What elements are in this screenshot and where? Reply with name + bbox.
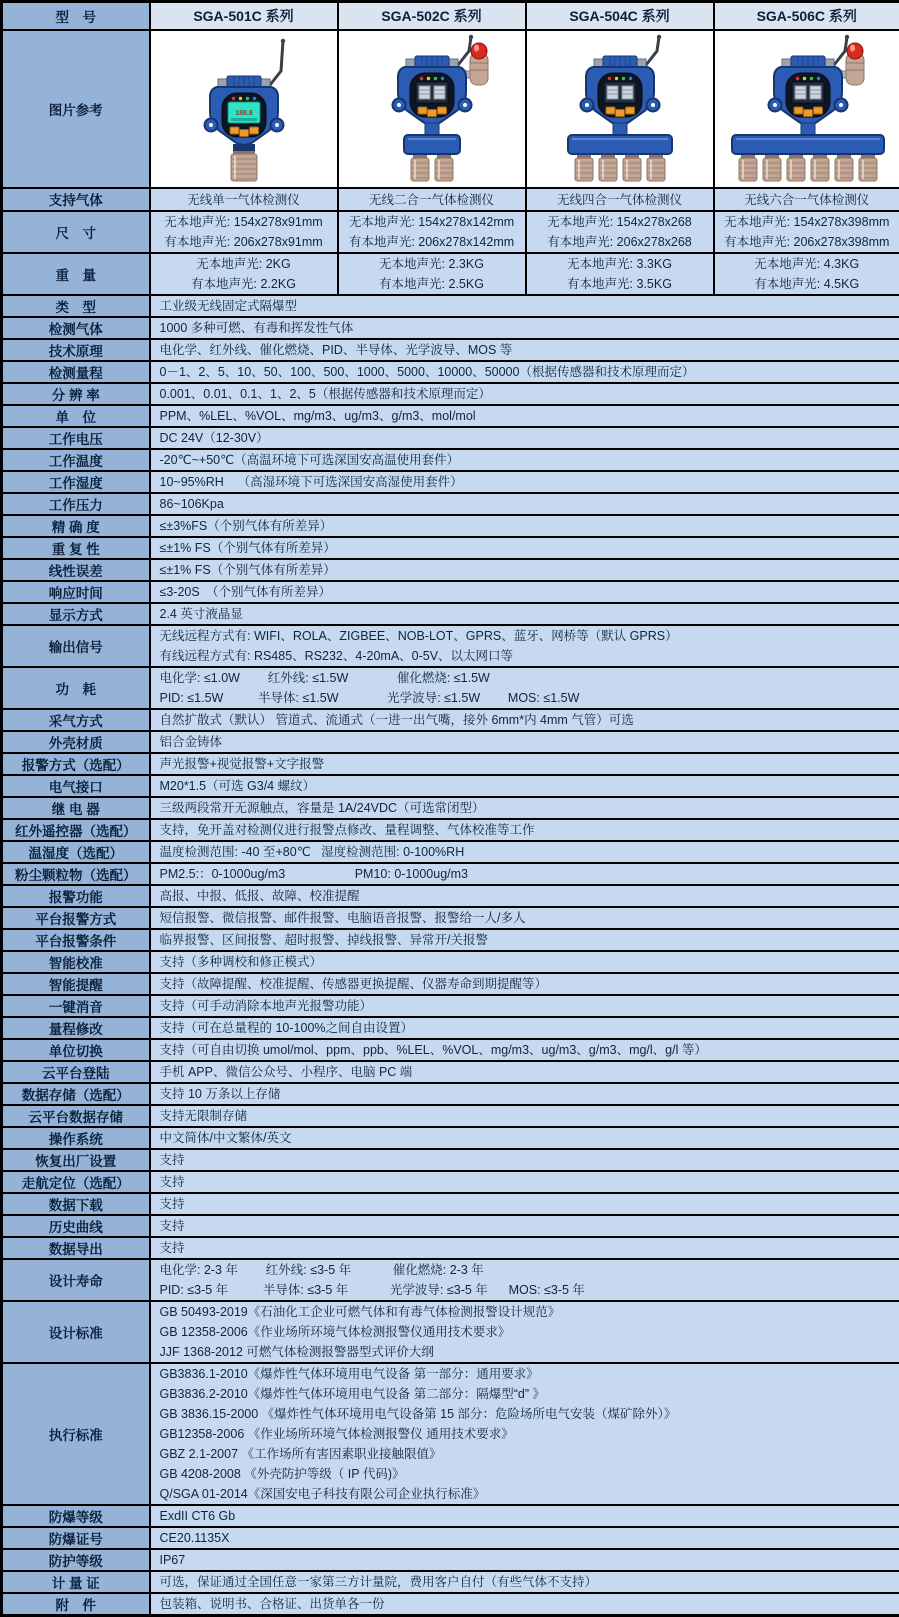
row-label: 电气接口 — [2, 775, 150, 797]
spec-value: 中文简体/中文繁体/英文 — [150, 1127, 899, 1149]
spec-value: 包装箱、说明书、合格证、出货单各一份 — [150, 1593, 899, 1616]
gas-detector-illustration — [151, 31, 337, 182]
spec-value: ≤±1% FS（个别气体有所差异） — [150, 559, 899, 581]
support-gas-value: 无线四合一气体检测仪 — [526, 188, 714, 211]
spec-value: 支持 — [150, 1215, 899, 1237]
spec-value: ≤3-20S （个别气体有所差异） — [150, 581, 899, 603]
antenna-icon — [270, 41, 283, 85]
spec-table-body — [2, 2, 899, 1616]
antenna-icon — [834, 37, 847, 65]
spec-row — [2, 1505, 899, 1527]
spec-row — [2, 907, 899, 929]
row-label: 单 位 — [2, 405, 150, 427]
sensor-head-icon — [739, 155, 757, 181]
spec-value: 电化学、红外线、催化燃烧、PID、半导体、光学波导、MOS 等 — [150, 339, 899, 361]
sensor-head-icon — [623, 155, 641, 181]
spec-row — [2, 1301, 899, 1363]
spec-row — [2, 1061, 899, 1083]
spec-row — [2, 667, 899, 709]
spec-row — [2, 731, 899, 753]
spec-value: 可选，保证通过全国任意一家第三方计量院，费用客户自付（有些气体不支持） — [150, 1571, 899, 1593]
row-label: 云平台数据存储 — [2, 1105, 150, 1127]
spec-value: 无线远程方式有: WIFI、ROLA、ZIGBEE、NOB-LOT、GPRS、蓝牙、网桥等（默认 GPRS） 有线远程方式有: RS485、RS232、4-20mA、0-5V、以太网口等 — [150, 625, 899, 667]
spec-row — [2, 709, 899, 731]
spec-row — [2, 295, 899, 317]
row-label: 技术原理 — [2, 339, 150, 361]
support-gas-value: 无线二合一气体检测仪 — [338, 188, 526, 211]
spec-row — [2, 603, 899, 625]
spec-value: GB 50493-2019《石油化工企业可燃气体和有毒气体检测报警设计规范》 GB 12358-2006《作业场所环境气体检测报警仪通用技术要求》 JJF 1368-2012 可燃气体检测报警器型式评价大纲 — [150, 1301, 899, 1363]
spec-row — [2, 1237, 899, 1259]
row-label: 防爆证号 — [2, 1527, 150, 1549]
spec-row — [2, 1363, 899, 1505]
row-label: 一键消音 — [2, 995, 150, 1017]
spec-value: 支持 — [150, 1193, 899, 1215]
sensor-head-icon — [231, 151, 257, 181]
spec-row — [2, 625, 899, 667]
spec-value: M20*1.5（可选 G3/4 螺纹） — [150, 775, 899, 797]
weight-row — [2, 253, 899, 295]
row-label: 恢复出厂设置 — [2, 1149, 150, 1171]
spec-row — [2, 951, 899, 973]
spec-value: PPM、%LEL、%VOL、mg/m3、ug/m3、g/m3、mol/mol — [150, 405, 899, 427]
spec-value: IP67 — [150, 1549, 899, 1571]
row-label: 类 型 — [2, 295, 150, 317]
spec-row — [2, 339, 899, 361]
spec-row — [2, 515, 899, 537]
row-label: 平台报警方式 — [2, 907, 150, 929]
row-label: 响应时间 — [2, 581, 150, 603]
spec-value: 支持（多种调校和修正模式） — [150, 951, 899, 973]
size_row-cell: 无本地声光: 154x278x268 有本地声光: 206x278x268 — [526, 211, 714, 253]
spec-value: 0.001、0.01、0.1、1、2、5（根据传感器和技术原理而定） — [150, 383, 899, 405]
weight_row-cell: 无本地声光: 4.3KG 有本地声光: 4.5KG — [714, 253, 899, 295]
model-header: SGA-501C 系列 — [150, 2, 338, 30]
row-label: 红外遥控器（选配） — [2, 819, 150, 841]
row-label-model: 型 号 — [2, 2, 150, 30]
spec-value: 临界报警、区间报警、超时报警、掉线报警、异常开/关报警 — [150, 929, 899, 951]
row-label: 云平台登陆 — [2, 1061, 150, 1083]
row-label: 检测量程 — [2, 361, 150, 383]
spec-value: ≤±1% FS（个别气体有所差异） — [150, 537, 899, 559]
row-label: 智能提醒 — [2, 973, 150, 995]
row-label: 检测气体 — [2, 317, 150, 339]
row-label: 报警方式（选配） — [2, 753, 150, 775]
spec-value: 声光报警+视觉报警+文字报警 — [150, 753, 899, 775]
row-label: 数据存储（选配） — [2, 1083, 150, 1105]
spec-value: 高报、中报、低报、故障、校准提醒 — [150, 885, 899, 907]
spec-value: 10~95%RH （高湿环境下可选深国安高湿使用套件） — [150, 471, 899, 493]
spec-value: 自然扩散式（默认） 管道式、流通式（一进一出气嘴，接外 6mm*内 4mm 气管）可选 — [150, 709, 899, 731]
sensor-head-icon — [835, 155, 853, 181]
row-label: 重 复 性 — [2, 537, 150, 559]
support-gas-value: 无线单一气体检测仪 — [150, 188, 338, 211]
spec-row — [2, 797, 899, 819]
row-label: 线性误差 — [2, 559, 150, 581]
spec-value: CE20.1135X — [150, 1527, 899, 1549]
row-label: 数据下载 — [2, 1193, 150, 1215]
model-header: SGA-502C 系列 — [338, 2, 526, 30]
manifold-bar — [732, 135, 884, 154]
spec-row — [2, 1259, 899, 1301]
size_row-cell: 无本地声光: 154x278x398mm 有本地声光: 206x278x398mm — [714, 211, 899, 253]
spec-value: 支持，免开盖对检测仪进行报警点修改、量程调整、气体校准等工作 — [150, 819, 899, 841]
spec-row — [2, 819, 899, 841]
support-gas-row — [2, 188, 899, 211]
device-image-cell-sga-502c — [338, 30, 526, 188]
svg-text:188.8: 188.8 — [235, 110, 253, 117]
spec-value: 支持（可手动消除本地声光报警功能） — [150, 995, 899, 1017]
spec-row — [2, 1171, 899, 1193]
row-label: 功 耗 — [2, 667, 150, 709]
spec-row — [2, 537, 899, 559]
row-label: 采气方式 — [2, 709, 150, 731]
spec-row — [2, 1215, 899, 1237]
gas-detector-illustration — [339, 31, 525, 182]
spec-row — [2, 449, 899, 471]
spec-row — [2, 1017, 899, 1039]
spec-row — [2, 581, 899, 603]
row-label: 工作电压 — [2, 427, 150, 449]
row-label: 外壳材质 — [2, 731, 150, 753]
spec-row — [2, 559, 899, 581]
header-row — [2, 2, 899, 30]
row-label: 输出信号 — [2, 625, 150, 667]
device-image-cell-sga-506c — [714, 30, 899, 188]
spec-row — [2, 973, 899, 995]
row-label: 温湿度（选配） — [2, 841, 150, 863]
row-label: 显示方式 — [2, 603, 150, 625]
spec-row — [2, 1527, 899, 1549]
row-label: 防爆等级 — [2, 1505, 150, 1527]
size-row — [2, 211, 899, 253]
model-header: SGA-506C 系列 — [714, 2, 899, 30]
row-label: 数据导出 — [2, 1237, 150, 1259]
spec-value: 三级两段常开无源触点，容量是 1A/24VDC（可选常闭型） — [150, 797, 899, 819]
spec-row — [2, 1127, 899, 1149]
sensor-head-icon — [859, 155, 877, 181]
spec-row — [2, 1083, 899, 1105]
manifold-bar — [404, 135, 460, 154]
spec-row — [2, 753, 899, 775]
spec-row — [2, 885, 899, 907]
device-image-cell-sga-504c — [526, 30, 714, 188]
row-label-weight_row: 重 量 — [2, 253, 150, 295]
spec-row — [2, 863, 899, 885]
spec-value: 温度检测范围: -40 至+80℃ 湿度检测范围: 0-100%RH — [150, 841, 899, 863]
row-label: 执行标准 — [2, 1363, 150, 1505]
spec-value: ≤±3%FS（个别气体有所差异） — [150, 515, 899, 537]
gas-detector-illustration — [527, 31, 713, 182]
sensor-head-icon — [599, 155, 617, 181]
spec-value: 支持（故障提醒、校准提醒、传感器更换提醒、仪器寿命到期提醒等） — [150, 973, 899, 995]
row-label: 设计寿命 — [2, 1259, 150, 1301]
spec-row — [2, 493, 899, 515]
spec-row — [2, 361, 899, 383]
gas-detector-illustration — [715, 31, 899, 182]
spec-value: 铝合金铸体 — [150, 731, 899, 753]
weight_row-cell: 无本地声光: 2KG 有本地声光: 2.2KG — [150, 253, 338, 295]
spec-value: -20℃~+50℃（高温环境下可选深国安高温使用套件） — [150, 449, 899, 471]
device-image-cell-sga-501c — [150, 30, 338, 188]
sensor-head-icon — [575, 155, 593, 181]
antenna-icon — [458, 37, 471, 65]
spec-value: 0－1、2、5、10、50、100、500、1000、5000、10000、50000（根据传感器和技术原理而定） — [150, 361, 899, 383]
row-label: 平台报警条件 — [2, 929, 150, 951]
row-label: 单位切换 — [2, 1039, 150, 1061]
weight_row-cell: 无本地声光: 2.3KG 有本地声光: 2.5KG — [338, 253, 526, 295]
row-label: 智能校准 — [2, 951, 150, 973]
row-label-image: 图片参考 — [2, 30, 150, 188]
spec-row — [2, 471, 899, 493]
row-label: 设计标准 — [2, 1301, 150, 1363]
row-label: 附 件 — [2, 1593, 150, 1616]
spec-row — [2, 1149, 899, 1171]
antenna-icon — [646, 37, 659, 65]
spec-value: 电化学: ≤1.0W 红外线: ≤1.5W 催化燃烧: ≤1.5W PID: ≤1.5W 半导体: ≤1.5W 光学波导: ≤1.5W MOS: ≤1.5W — [150, 667, 899, 709]
spec-value: 2.4 英寸液晶显 — [150, 603, 899, 625]
model-header: SGA-504C 系列 — [526, 2, 714, 30]
row-label: 精 确 度 — [2, 515, 150, 537]
spec-value: 短信报警、微信报警、邮件报警、电脑语音报警、报警给一人/多人 — [150, 907, 899, 929]
row-label: 工作温度 — [2, 449, 150, 471]
spec-value: GB3836.1-2010《爆炸性气体环境用电气设备 第一部分：通用要求》 GB3836.2-2010《爆炸性气体环境用电气设备 第二部分：隔爆型“d” 》 GB 3836.15-2000 《爆炸性气体环境用电气设备第 15 部分：危险场所电气安装（煤矿除外）》 GB12358-2006 《作业场所环境气体检测报警仪 通用技术要求》 GBZ 2.1-2007 《工作场所有害因素职业接触限值》 GB 4208-2008 《外壳防护等级（ IP 代码)》 Q/SGA 01-2014《深国安电子科技有限公司企业执行标准》 — [150, 1363, 899, 1505]
row-label: 走航定位（选配） — [2, 1171, 150, 1193]
row-label: 粉尘颗粒物（选配） — [2, 863, 150, 885]
sensor-head-icon — [435, 155, 453, 181]
size_row-cell: 无本地声光: 154x278x91mm 有本地声光: 206x278x91mm — [150, 211, 338, 253]
row-label: 工作压力 — [2, 493, 150, 515]
support-gas-value: 无线六合一气体检测仪 — [714, 188, 899, 211]
spec-value: 电化学: 2-3 年 红外线: ≤3-5 年 催化燃烧: 2-3 年 PID: ≤3-5 年 半导体: ≤3-5 年 光学波导: ≤3-5 年 MOS: ≤3-5 年 — [150, 1259, 899, 1301]
row-label: 计 量 证 — [2, 1571, 150, 1593]
spec-value: 支持 — [150, 1149, 899, 1171]
spec-row — [2, 317, 899, 339]
row-label: 工作湿度 — [2, 471, 150, 493]
spec-row — [2, 1193, 899, 1215]
spec-value: 支持 — [150, 1171, 899, 1193]
spec-value: 支持（可自由切换 umol/mol、ppm、ppb、%LEL、%VOL、mg/m3、ug/m3、g/m3、mg/l、g/l 等） — [150, 1039, 899, 1061]
sensor-head-icon — [411, 155, 429, 181]
spec-row — [2, 995, 899, 1017]
spec-row — [2, 775, 899, 797]
spec-row — [2, 929, 899, 951]
spec-value: 支持 10 万条以上存储 — [150, 1083, 899, 1105]
spec-value: 86~106Kpa — [150, 493, 899, 515]
spec-value: 1000 多种可燃、有毒和挥发性气体 — [150, 317, 899, 339]
row-label: 继 电 器 — [2, 797, 150, 819]
row-label: 分 辨 率 — [2, 383, 150, 405]
row-label-size_row: 尺 寸 — [2, 211, 150, 253]
spec-row — [2, 1549, 899, 1571]
weight_row-cell: 无本地声光: 3.3KG 有本地声光: 3.5KG — [526, 253, 714, 295]
row-label: 操作系统 — [2, 1127, 150, 1149]
spec-value: 支持无限制存储 — [150, 1105, 899, 1127]
spec-value: 支持 — [150, 1237, 899, 1259]
spec-value: 工业级无线固定式隔爆型 — [150, 295, 899, 317]
row-label: 量程修改 — [2, 1017, 150, 1039]
row-label: 防护等级 — [2, 1549, 150, 1571]
spec-row — [2, 405, 899, 427]
sensor-head-icon — [647, 155, 665, 181]
spec-row — [2, 1039, 899, 1061]
spec-value: 手机 APP、微信公众号、小程序、电脑 PC 端 — [150, 1061, 899, 1083]
spec-row — [2, 383, 899, 405]
spec-value: PM2.5:：0-1000ug/m3 PM10: 0-1000ug/m3 — [150, 863, 899, 885]
manifold-bar — [568, 135, 672, 154]
spec-row — [2, 427, 899, 449]
sensor-head-icon — [763, 155, 781, 181]
image-row — [2, 30, 899, 188]
spec-value: DC 24V（12-30V） — [150, 427, 899, 449]
spec-value: 支持（可在总量程的 10-100%之间自由设置） — [150, 1017, 899, 1039]
row-label-support-gas: 支持气体 — [2, 188, 150, 211]
spec-value: ExdII CT6 Gb — [150, 1505, 899, 1527]
row-label: 历史曲线 — [2, 1215, 150, 1237]
spec-row — [2, 1571, 899, 1593]
spec-row — [2, 841, 899, 863]
sensor-head-icon — [811, 155, 829, 181]
spec-row — [2, 1105, 899, 1127]
row-label: 报警功能 — [2, 885, 150, 907]
sensor-head-icon — [787, 155, 805, 181]
size_row-cell: 无本地声光: 154x278x142mm 有本地声光: 206x278x142mm — [338, 211, 526, 253]
